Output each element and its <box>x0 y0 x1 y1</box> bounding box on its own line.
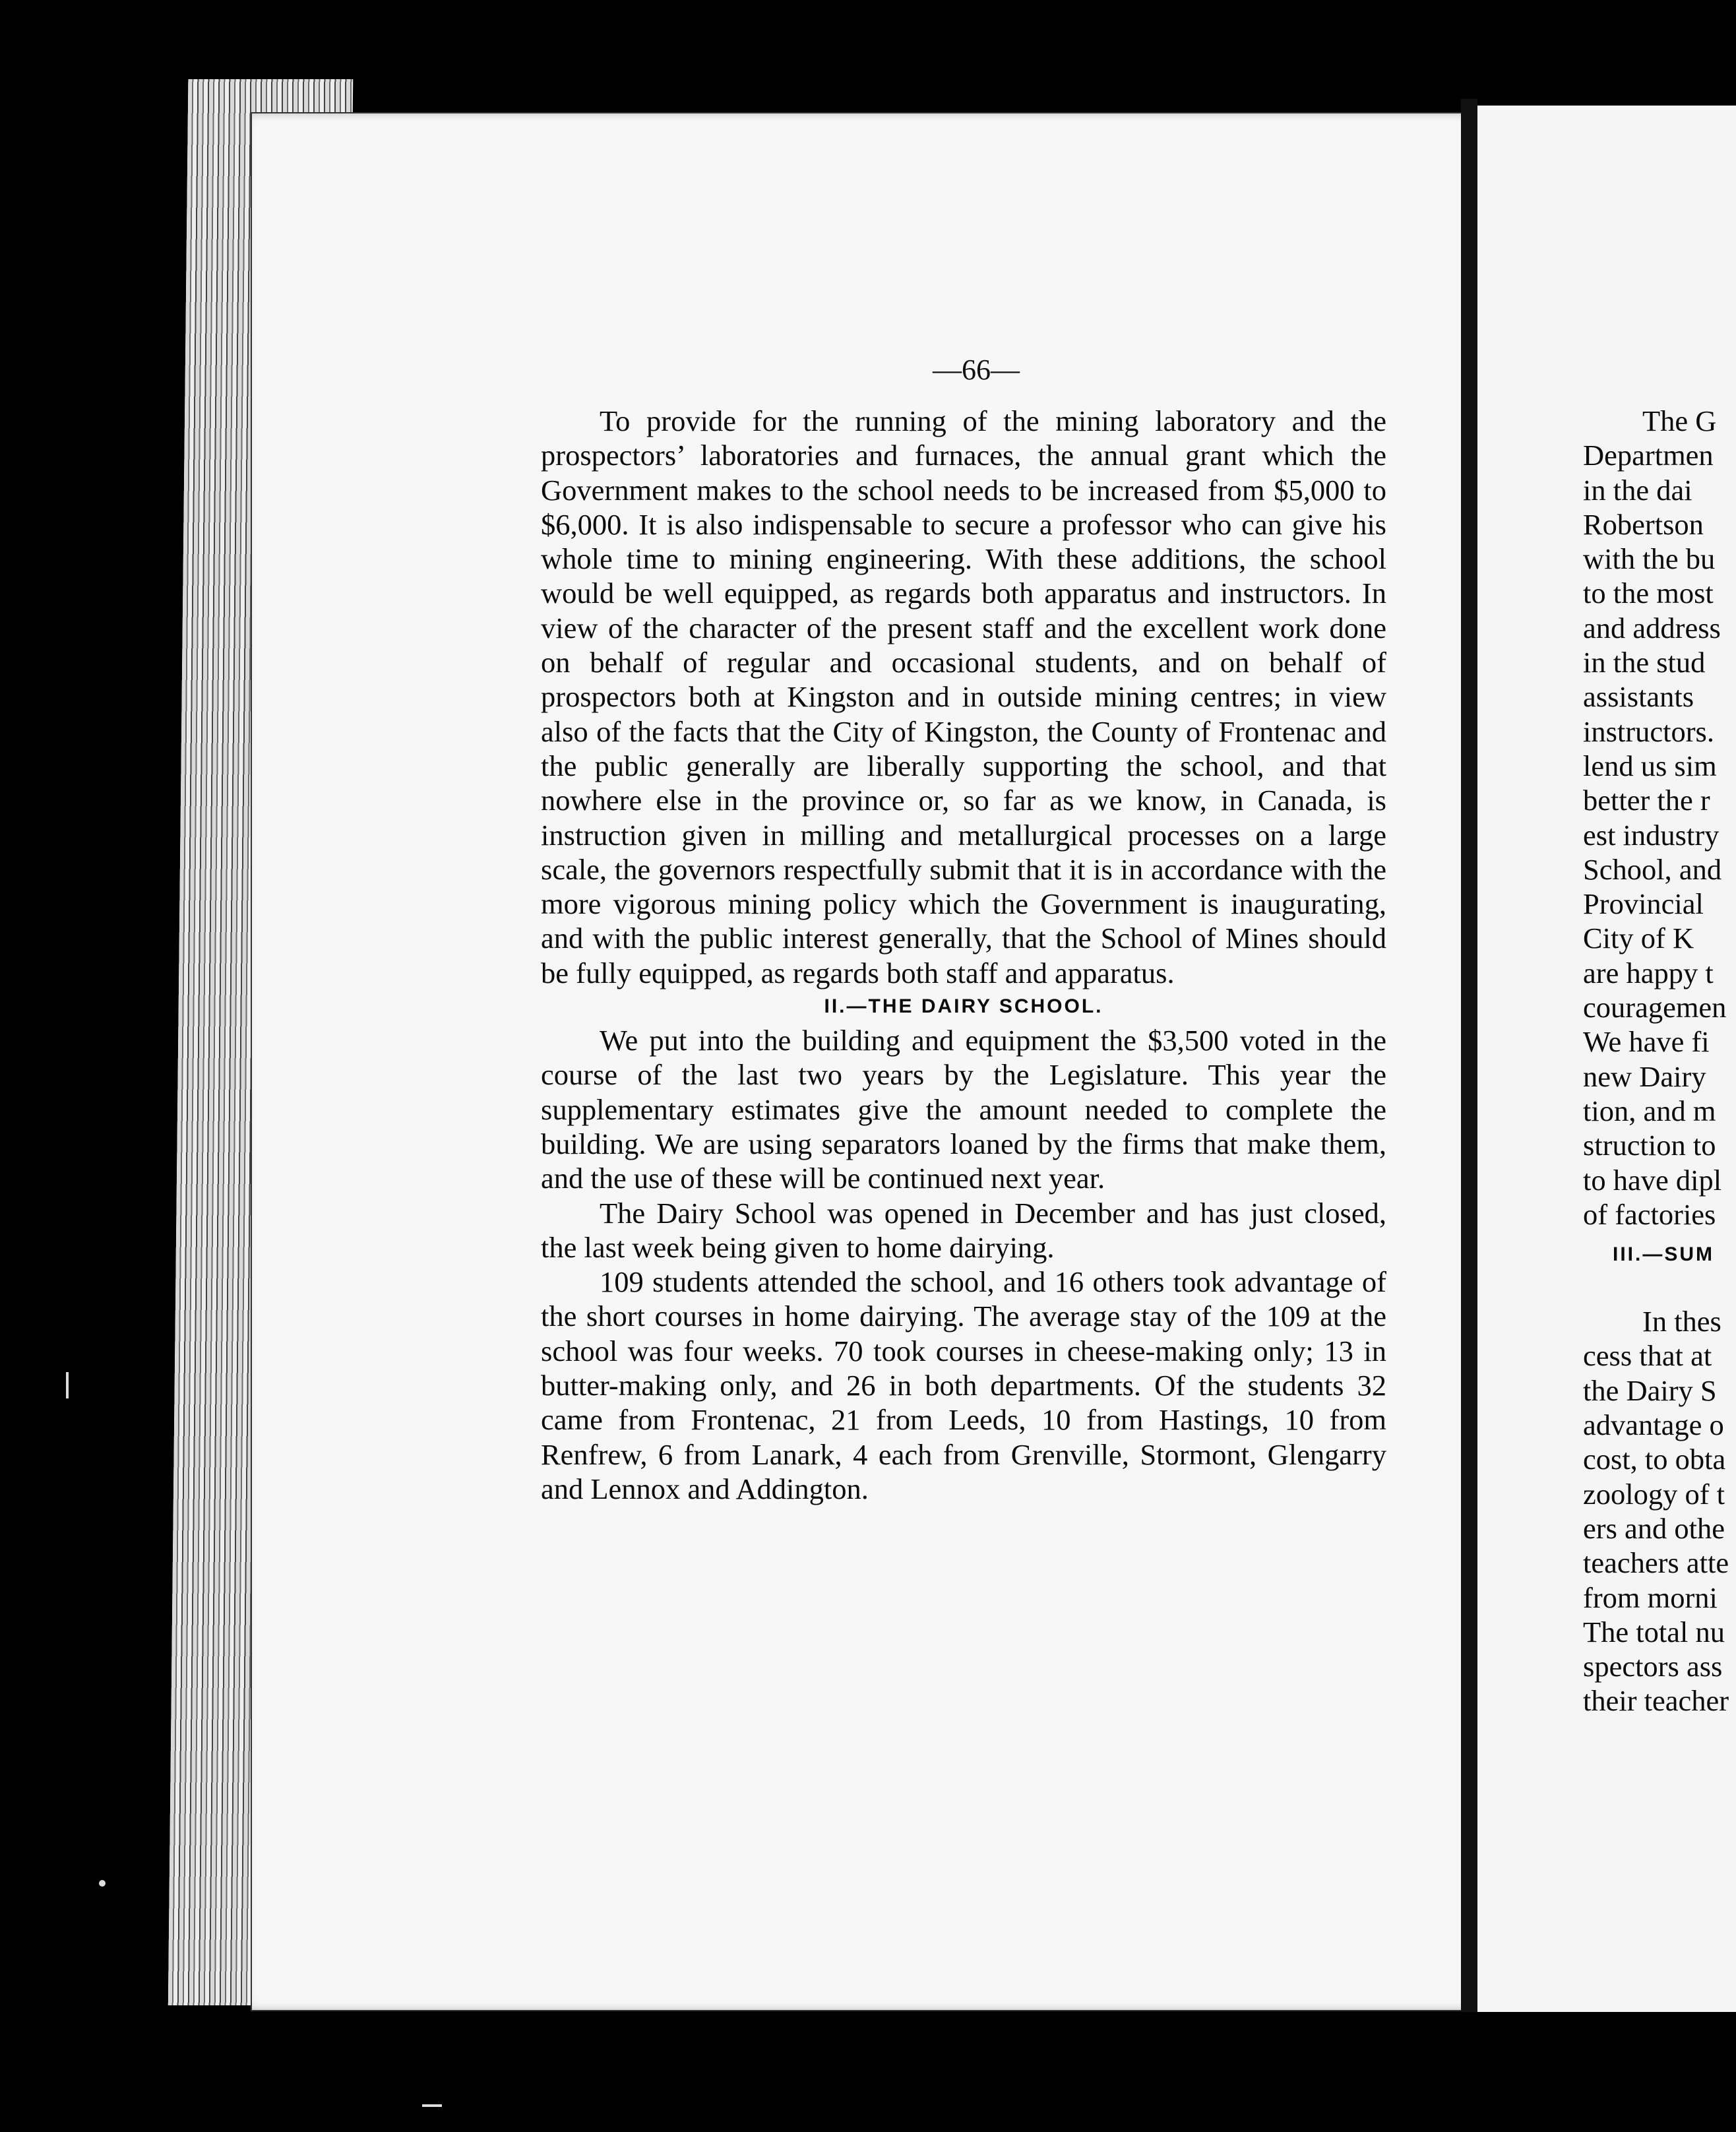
right-line: est industry <box>1583 818 1720 852</box>
right-line: cess that at <box>1583 1339 1712 1373</box>
left-page-text <box>541 404 1386 1506</box>
right-line: of factories <box>1583 1197 1716 1231</box>
right-line: The G <box>1642 404 1717 437</box>
right-line: spectors ass <box>1583 1650 1723 1683</box>
page-number: —66— <box>933 354 1020 386</box>
right-line: advantage o <box>1583 1408 1724 1442</box>
right-line: zoology of t <box>1583 1477 1725 1511</box>
right-line: in the stud <box>1583 646 1706 679</box>
right-line: City of K <box>1583 922 1694 955</box>
right-line: tion, and m <box>1583 1094 1716 1127</box>
book-gutter <box>1461 99 1477 2012</box>
right-line: are happy t <box>1583 956 1714 989</box>
right-line: in the dai <box>1583 473 1692 507</box>
right-line: cost, to obta <box>1583 1443 1726 1476</box>
right-line: Departmen <box>1583 439 1714 472</box>
right-page-text <box>1583 404 1736 1718</box>
right-line: Robertson <box>1583 507 1704 541</box>
right-line: instructors. <box>1583 714 1714 748</box>
right-line: Provincial <box>1583 887 1704 921</box>
scan-speck <box>422 2104 442 2107</box>
right-line: to have dipl <box>1583 1163 1722 1197</box>
paragraph-student-statistics: 109 students attended the school, and 16 others took advantage of the short courses in home dairying. The average stay of the 109 at the school was four weeks. 70 took courses in cheese-making only; 13 in butter-making only, and 26 in both departments. Of the students 32 came from Frontenac, 21 from Leeds, 10 from Hastings, 10 from Renfrew, 6 from Lanark, 4 each from Grenville, Stormont, Glengarry and Lennox and Addington. <box>541 1265 1386 1505</box>
paragraph-mining-laboratory: To provide for the running of the mining laboratory and the prospectors’ laboratories and furnaces, the annual grant which the Government makes to the school needs to be increased from $5,000 to $6,000. It is also indispensable to secure a professor who can give his whole time to mining engineering. With these additions, the school would be well equipped, as regards both apparatus and instructors. In view of the character of the present staff and the excellent work done on behalf of regular and occasional students, and on behalf of prospectors both at Kingston and in outside mining centres; in view also of the facts that the City of Kingston, the County of Frontenac and the public generally are liberally supporting the school, and that nowhere else in the province or, so far as we know, in Canada, is instruction given in milling and metallurgical processes on a large scale, the governors respectfully submit that it is in accordance with the more vigorous mining policy which the Government is inaugurating, and with the public interest generally, that the School of Mines should be fully equipped, as regards both staff and apparatus. <box>541 404 1386 989</box>
paragraph-school-opened: The Dairy School was opened in December and has just closed, the last week being given to home dairying. <box>541 1196 1386 1264</box>
right-line: teachers atte <box>1583 1546 1729 1580</box>
right-line: We have fi <box>1583 1025 1710 1059</box>
right-section-heading: III.—SUM <box>1613 1243 1715 1266</box>
right-line: and address <box>1583 611 1721 644</box>
right-line: In thes <box>1642 1305 1721 1338</box>
right-line: with the bu <box>1583 542 1716 576</box>
right-line: their teacher <box>1583 1684 1729 1718</box>
right-line: School, and <box>1583 852 1722 886</box>
right-line: from morni <box>1583 1581 1718 1614</box>
right-line: ers and othe <box>1583 1511 1725 1545</box>
right-line: to the most <box>1583 577 1714 610</box>
paragraph-building-equipment: We put into the building and equipment the $3,500 voted in the course of the last two years by the Legislature. This year the supplementary estimates give the amount needed to complete the building. We are using separators loaned by the firms that make them, and the use of these will be continued next year. <box>541 1024 1386 1195</box>
right-line: new Dairy <box>1583 1059 1706 1093</box>
right-line: lend us sim <box>1583 749 1717 782</box>
scan-speck <box>66 1372 69 1398</box>
scan-speck <box>99 1880 106 1887</box>
right-line: better the r <box>1583 784 1710 817</box>
right-line: struction to <box>1583 1129 1716 1162</box>
right-line: assistants <box>1583 680 1694 714</box>
right-line: couragemen <box>1583 991 1727 1024</box>
right-line: The total nu <box>1583 1615 1725 1648</box>
right-line: the Dairy S <box>1583 1373 1717 1407</box>
section-heading-dairy-school: II.—THE DAIRY SCHOOL. <box>824 995 1103 1018</box>
